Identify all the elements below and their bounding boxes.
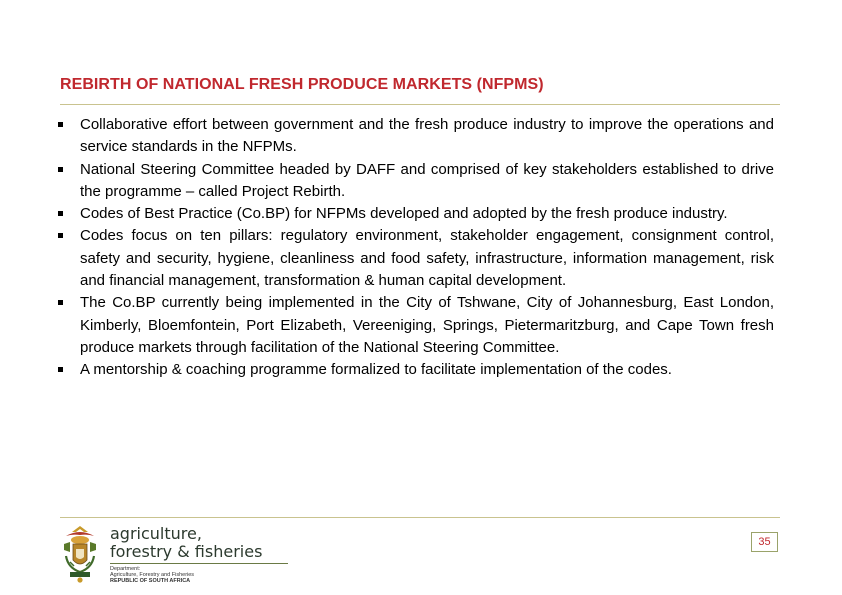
south-africa-coat-of-arms-icon [58, 522, 102, 586]
square-bullet-icon [58, 122, 63, 127]
square-bullet-icon [58, 233, 63, 238]
list-item [58, 225, 774, 292]
square-bullet-icon [58, 367, 63, 372]
bullet-text: A mentorship & coaching programme formalized to facilitate implementation of the codes. [80, 361, 672, 379]
list-item [58, 114, 774, 159]
logo-country-name: REPUBLIC OF SOUTH AFRICA [110, 578, 191, 584]
bullet-text: Codes of Best Practice (Co.BP) for NFPMs developed and adopted by the fresh produce industry. [80, 205, 728, 223]
logo-department-name: Agriculture, Forestry and Fisheries [110, 572, 195, 578]
logo-text-forestry-fisheries: forestry & fisheries [110, 542, 263, 561]
list-item [58, 292, 774, 359]
square-bullet-icon [58, 167, 63, 172]
list-item [58, 203, 774, 225]
bullet-list [58, 114, 774, 382]
bullet-text: National Steering Committee headed by DAFF and comprised of key stakeholders established to drive the programme – called Project Rebirth. [80, 160, 774, 200]
logo-divider [110, 563, 288, 564]
footer-divider [60, 517, 780, 518]
square-bullet-icon [58, 300, 63, 305]
bullet-text: Collaborative effort between government and the fresh produce industry to improve the operations and service standards in the NFPMs. [80, 116, 774, 156]
square-bullet-icon [58, 211, 63, 216]
list-item [58, 159, 774, 204]
bullet-text: Codes focus on ten pillars: regulatory environment, stakeholder engagement, consignment control, safety and security, hygiene, cleanliness and food safety, infrastructure, information management, risk and financial management, transformation & human capital development. [80, 227, 774, 290]
title-divider [60, 104, 780, 105]
logo-department-label: Department: [110, 566, 141, 572]
page-number: 35 [751, 532, 778, 552]
logo-text-agriculture: agriculture, [110, 524, 202, 543]
department-logo [58, 522, 308, 588]
bullet-text: The Co.BP currently being implemented in the City of Tshwane, City of Johannesburg, East London, Kimberly, Bloemfontein, Port Elizabeth, Vereeniging, Springs, Pietermaritzburg, and Cape Town fresh produce markets through facilitation of the National Steering Committee. [80, 294, 774, 356]
page-title: REBIRTH OF NATIONAL FRESH PRODUCE MARKETS (NFPMS) [60, 76, 544, 93]
list-item [58, 359, 774, 381]
